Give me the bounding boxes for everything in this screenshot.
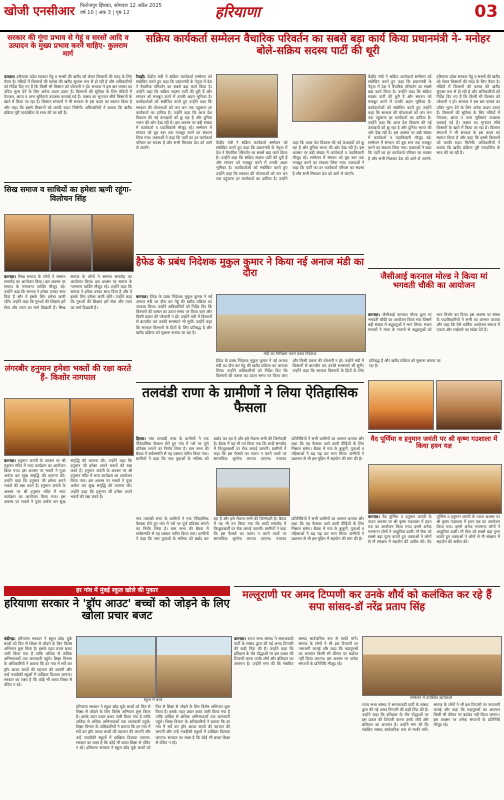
portrait-photo (92, 214, 134, 272)
byline: करनाल। (368, 312, 380, 317)
article-text-continued: वैद पूर्णिमा व हनुमान जयंती के पावन अवसर पर श्री कृष्ण गउशाला में हवन यज्ञ का आयोजन किया गया। इसमें अनेक गणमान्य लोगों ने आहुतियां डालीं। गौ सेवा को सबसे बड़ा पुण्य बताते हुए वक्ताओं ने लोगों से गौ संरक्षण में सहयोग की अपील की। (427, 514, 500, 545)
article-text-continued: केंद्रीय मंत्री ने सक्रिय कार्यकर्ता सम्मेलन को संबोधित करते हुए कहा कि प्रधानमंत्री के नेतृत्व में देश ने वैचारिक परिवर्तन का सबसे बड़ा कार्य किया है। उन्होंने कहा कि सक्रिय सदस्य पार्टी की धुरी हैं और संगठन को मजबूत करने में उनकी अहम भूमिका है। कार्यकर्ताओं को संबोधित करते हुए उन्होंने कहा कि सरकार की योजनाओं को जन जन तक पहुंचाना हर कार्यकर्ता का दायित्व है। उन्होंने कहा कि आज देश विकास की नई ऊंचाइयों को छू रहा है और दुनिया भारत की ओर देख रही है। इस अवसर पर बड़ी संख्या में कार्यकर्ता व पदाधिकारी मौजूद रहे। सम्मेलन में संगठन को बूथ स्तर तक मजबूत करने का संकल्प लिया गया। वक्ताओं ने कहा कि पार्टी का हर कार्यकर्ता परिवार का सदस्य है और सभी मिलकर देश को आगे ले जाएंगे। (216, 140, 364, 181)
group-photo (362, 636, 502, 696)
speaker-photo (216, 74, 278, 138)
headline: हैफेड के प्रबंध निदेशक मुकुल कुमार ने किया नई अनाज मंडी का दौरा (136, 257, 364, 279)
headline: लंगरबीर हनुमान हमेशा भक्तों की रक्षा करते हैं- किशोर नागपाल (4, 363, 132, 382)
leader-photo (292, 74, 366, 122)
divider (4, 182, 132, 183)
article-bottom-right-body-continued (362, 702, 500, 796)
article-text: केंद्रीय मंत्री ने सक्रिय कार्यकर्ता सम्मेलन को संबोधित करते हुए कहा कि प्रधानमंत्री के नेतृत्व में देश ने वैचारिक परिवर्तन का सबसे बड़ा कार्य किया है। उन्होंने कहा कि सक्रिय सदस्य पार्टी की धुरी हैं और संगठन को मजबूत करने में उनकी अहम भूमिका है। कार्यकर्ताओं को संबोधित करते हुए उन्होंने कहा कि सरकार की योजनाओं को जन जन तक पहुंचाना हर कार्यकर्ता का दायित्व है। उन्होंने कहा कि आज देश विकास की नई ऊंचाइयों को छू रहा है और दुनिया भारत की ओर देख रही है। इस अवसर पर बड़ी संख्या में कार्यकर्ता व पदाधिकारी मौजूद रहे। सम्मेलन में संगठन को बूथ स्तर तक मजबूत करने का संकल्प लिया गया। वक्ताओं ने कहा कि पार्टी का हर कार्यकर्ता परिवार का सदस्य है और सभी मिलकर देश को आगे ले जाएंगे। (136, 74, 212, 151)
article-text-continued: हरियाणा सरकार ने स्कूल छोड़ चुके बच्चों को फिर से शिक्षा से जोड़ने के लिए विशेष अभियान शुरू किया है। इसके तहत प्रचार बजट जारी किया गया है ताकि अधिक से अधिक अभिभावकों तक जानकारी पहुंचे। शिक्षा विभाग के अधिकारियों ने बताया कि हर गांव में सर्वे कर ड्रॉप आउट बच्चों की पहचान की जाएगी और उन्हें नजदीकी स्कूलों में दाखिला दिलाया जाएगा। सरकार का लक्ष्य है कि कोई भी बच्चा शिक्षा से वंचित न रहे। (76, 704, 151, 750)
headline: मल्लूराणी पर अमद टिप्पणी कर उनके शौर्य को कलंकित कर रहे हैं सपा सांसद-डॉ नरेंद्र प्रताप सिंह (242, 589, 492, 613)
article-left-third-headline-box (4, 364, 132, 396)
article-right-lead-headline-box (368, 272, 500, 310)
article-text: सिख समाज के लोगों ने सम्मान समारोह का आयोजन किया। इस अवसर पर समाज के गणमान्य व्यक्ति मौजूद रहे। उन्होंने कहा कि समाज ने हमेशा उनका साथ दिया है और वे इसके लिए हमेशा ऋणी रहेंगे। उन्होंने कहा कि गुरुओं की शिक्षाएं हमें सेवा और त्याग का मार्ग दिखाती हैं। (4, 274, 66, 310)
divider (368, 432, 500, 433)
byline: रेवाड़ी। (136, 74, 146, 79)
byline: करनाल। (234, 636, 246, 641)
byline: करनाल। (368, 514, 380, 519)
article-right-second-body (368, 514, 500, 582)
article-top-right-body-b (216, 140, 364, 250)
headline: वैद पूर्णिमा व हनुमान जयंती पर श्री कृष्ण गउशाला में किया हवन यज्ञ (370, 435, 498, 451)
article-top-left-body (4, 74, 132, 178)
school-photo (156, 636, 232, 698)
havan-photo (368, 464, 502, 514)
divider (4, 360, 132, 361)
divider (136, 254, 364, 255)
byline: हिसार। (136, 436, 146, 441)
article-text: हनुमान जयंती के अवसर पर श्री हनुमान मंदिर में भव्य कार्यक्रम का आयोजन किया गया। इस अवसर पर भक्तों ने पूजा अर्चना कर सुख समृद्धि की कामना की। उन्होंने कहा कि हनुमान जी हमेशा अपने भक्तों की रक्षा करते हैं। (4, 458, 66, 489)
dateline-text: फिरोजपुर झिरका, सोमवार 12 अप्रैल 2025 (80, 3, 162, 9)
page-header (0, 0, 504, 32)
masthead: खोजी एनसीआर (4, 4, 75, 18)
article-center-big-headline-box (136, 386, 364, 434)
headline: सिख समाज व साधियों का हमेशा ऋणी रहूंगा-विलोचन सिंह (4, 185, 132, 203)
article-bottom-right-body (234, 636, 358, 796)
article-text: हैफेड के प्रबंध निदेशक मुकुल कुमार ने नई अनाज मंडी का दौरा कर गेहूं की खरीद प्रक्रिया का जायजा लिया। उन्होंने अधिकारियों को निर्देश दिए कि किसानों की फसल का उठान समय पर किया जाए और किसी प्रकार की परेशानी न हो। उन्होंने मंडी में किसानों से बातचीत कर उनकी समस्याएं भी सुनीं। उन्होंने कहा कि सरकार किसानों के हितों के लिए प्रतिबद्ध है और खरीद प्रक्रिया को सुचारू बनाया जा रहा है। (136, 294, 212, 335)
byline: पलवल। (4, 74, 16, 79)
article-text-continued: गांव तलवंडी राणा के ग्रामीणों ने एक ऐतिहासिक फैसला लेते हुए गांव में नशे पर पूर्ण प्रतिबंध लगाने का निर्णय लिया है। ग्राम सभा की बैठक में सर्वसम्मति से यह प्रस्ताव पारित किया गया। ग्रामीणों ने कहा कि नशा युवाओं के भविष्य को बर्बाद कर रहा है और इसे रोकना सभी की जिम्मेदारी है। बैठक में यह भी तय किया गया कि शादी समारोह में फिजूलखर्ची पर रोक लगाई जाएगी। ग्रामीणों ने कहा कि इस फैसले का पालन न करने वालों पर सामाजिक जुर्माना लगाया जाएगा। पंचायत प्रतिनिधियों ने सभी ग्रामीणों का आभार जताया और कहा कि यह फैसला आने वाली पीढ़ियों के लिए मिसाल बनेगा। बैठक में गांव के बुजुर्गों, युवाओं व महिलाओं ने बढ़ चढ़ कर भाग लिया। ग्रामीणों ने प्रशासन से भी इस मुहिम में सहयोग की मांग की है। (136, 516, 364, 542)
article-top-right-headline-box (136, 34, 500, 72)
byline: करनाल। (136, 294, 148, 299)
dateline (80, 3, 220, 17)
article-right-second-headline-box (368, 436, 500, 462)
section-title: हरियाणा (215, 3, 261, 21)
article-center-big-body-continued (136, 516, 364, 582)
portrait-photo (4, 214, 50, 272)
byline: चंडीगढ़। (4, 636, 16, 641)
headline: सक्रिय कार्यकर्ता सम्मेलन वैचारिक परिवर्तन का सबसे बड़ा कार्य किया प्रधानमंत्री ने- मनोहर बोले-सक्रिय सदस्य पार्टी की थूरी (145, 33, 491, 57)
page-number: 03 (474, 2, 498, 22)
school-photo (76, 636, 156, 698)
photo-caption: मंडी का निरीक्षण करते प्रबंध निदेशक (263, 351, 317, 356)
byline: करनाल। (4, 458, 16, 463)
article-text: गांव तलवंडी राणा के ग्रामीणों ने एक ऐतिहासिक फैसला लेते हुए गांव में नशे पर पूर्ण प्रतिबंध लगाने का निर्णय लिया है। ग्राम सभा की बैठक में सर्वसम्मति से यह प्रस्ताव पारित किया गया। ग्रामीणों ने कहा कि नशा युवाओं के भविष्य को बर्बाद कर रहा है और इसे रोकना सभी की जिम्मेदारी है। बैठक में यह भी तय किया गया कि शादी समारोह में फिजूलखर्ची पर रोक लगाई जाएगी। ग्रामीणों ने कहा कि इस फैसले का पालन न करने वालों पर सामाजिक जुर्माना लगाया जाएगा। पंचायत प्रतिनिधियों ने सभी ग्रामीणों का आभार जताया और कहा कि यह फैसला आने वाली पीढ़ियों के लिए मिसाल बनेगा। बैठक में गांव के बुजुर्गों, युवाओं व महिलाओं ने बढ़ चढ़ कर भाग लिया। ग्रामीणों ने प्रशासन से भी इस मुहिम में सहयोग की मांग की है। (136, 436, 364, 462)
banner-strip: हर गांव में मुंबई स्कूल खोले की पुकार (4, 586, 230, 596)
chowki-photo (368, 380, 434, 430)
article-top-left-headline-box (4, 34, 132, 72)
article-left-second-headline-box (4, 186, 132, 212)
article-top-right-body-a (136, 74, 212, 164)
divider (234, 586, 500, 587)
article-left-third-body (4, 458, 132, 578)
article-right-lead-body (368, 312, 500, 378)
article-middle-lead-headline-box (136, 258, 364, 292)
headline: सरकार की गूंगा प्रभाव से गेहूं व सरसों आदि व उत्पादन के मुख्य प्रभाव करने चाहिए- कुलराम मार्ग (7, 33, 129, 59)
byline: करनाल। (4, 274, 16, 279)
photo-caption: सम्मेलन में उपस्थित कार्यकर्ता (409, 695, 453, 700)
portrait-photo (50, 214, 92, 272)
article-text: जैसीआई करनाल मोल्ड द्वारा मां भगवती चौकी का आयोजन किया गया जिसमें बड़ी संख्या में श्रद्धालुओं ने भाग लिया। भजन गायकों ने माता के भजनों से श्रद्धालुओं को भाव विभोर कर दिया। इस अवसर पर संस्था के पदाधिकारियों ने सभी का आभार जताया और कहा कि ऐसे धार्मिक आयोजन समाज में एकता और भाईचारे का संदेश देते हैं। (368, 312, 500, 333)
article-middle-lead-body (136, 294, 212, 378)
temple-photo (4, 398, 70, 456)
article-bottom-left-headline-box (4, 598, 230, 632)
article-text: वैद पूर्णिमा व हनुमान जयंती के पावन अवसर पर श्री कृष्ण गउशाला में हवन यज्ञ का आयोजन किया गया। इसमें अनेक गणमान्य लोगों ने आहुतियां डालीं। गौ सेवा को सबसे बड़ा पुण्य बताते हुए वक्ताओं ने लोगों से गौ संरक्षण में सहयोग की अपील की। (368, 514, 432, 545)
article-text: हरियाणा सरकार ने स्कूल छोड़ चुके बच्चों को फिर से शिक्षा से जोड़ने के लिए विशेष अभियान शुरू किया है। इसके तहत प्रचार बजट जारी किया गया है ताकि अधिक से अधिक अभिभावकों तक जानकारी पहुंचे। शिक्षा विभाग के अधिकारियों ने बताया कि हर गांव में सर्वे कर ड्रॉप आउट बच्चों की पहचान की जाएगी और उन्हें नजदीकी स्कूलों में दाखिला दिलाया जाएगा। सरकार का लक्ष्य है कि कोई भी बच्चा शिक्षा से वंचित न रहे। (4, 636, 72, 687)
photo-caption: स्कूल में बच्चे (143, 697, 163, 702)
article-text-continued: हरियाणा प्रदेश सरकार गेहूं व सरसों की खरीद को लेकर किसानों की मदद के लिए तैयार है। मंडियों में किसानों की फसल की खरीद सुचारू रूप से हो रही है और अधिकारियों को निर्देश दिए गए हैं कि किसी भी किसान को परेशानी न हो। सरकार ने इस बार फसल का उचित मूल्य देने के लिए अनेक कदम उठाए हैं। किसानों की सुविधा के लिए मंडियों में पेयजल, छाया व अन्य सुविधाएं उपलब्ध करवाई गई हैं। फसल का भुगतान सीधे किसानों के खाते में किया जा रहा है। किसान संगठनों ने भी सरकार के इस कदम का स्वागत किया है और कहा कि इससे किसानों को काफी राहत मिलेगी। अधिकारियों ने बताया कि खरीद प्रक्रिया पूरी पारदर्शिता के साथ की जा रही है। (436, 74, 500, 156)
article-text: राज्य सभा सांसद ने समाजवादी पार्टी के सांसद द्वारा की गई अमद टिप्पणी की कड़ी निंदा की है। उन्होंने कहा कि इतिहास के वीर योद्धाओं पर इस प्रकार की टिप्पणी करना उनके शौर्य और बलिदान का अपमान है। उन्होंने मांग की कि संबंधित सांसद सार्वजनिक रूप से माफी मांगें। समाज के लोगों ने भी इस टिप्पणी पर नाराजगी जताई और कहा कि महापुरुषों का अपमान किसी भी कीमत पर बर्दाश्त नहीं किया जाएगा। इस अवसर पर अनेक संगठनों के प्रतिनिधि मौजूद रहे। (234, 636, 358, 667)
article-text-continued: हनुमान जयंती के अवसर पर श्री हनुमान मंदिर में भव्य कार्यक्रम का आयोजन किया गया। इस अवसर पर भक्तों ने पूजा अर्चना कर सुख समृद्धि की कामना की। उन्होंने कहा कि हनुमान जी हमेशा अपने भक्तों की रक्षा करते हैं। (70, 468, 132, 499)
chowki-photo (436, 380, 502, 430)
divider (136, 382, 364, 383)
article-top-right-body-c (368, 74, 500, 264)
mandi-inspection-photo (216, 294, 366, 352)
divider (368, 268, 500, 269)
article-middle-lead-body-continued (216, 358, 441, 380)
article-text-continued: हरियाणा सरकार ने स्कूल छोड़ चुके बच्चों को फिर से शिक्षा से जोड़ने के लिए विशेष अभियान शुरू किया है। इसके तहत प्रचार बजट जारी किया गया है ताकि अधिक से अधिक अभिभावकों तक जानकारी पहुंचे। शिक्षा विभाग के अधिकारियों ने बताया कि हर गांव में सर्वे कर ड्रॉप आउट बच्चों की पहचान की जाएगी और उन्हें नजदीकी स्कूलों में दाखिला दिलाया जाएगा। सरकार का लक्ष्य है कि कोई भी बच्चा शिक्षा से वंचित न रहे। (86, 704, 230, 750)
headline: तलवंडी राणा के ग्रामीणों ने लिया ऐतिहासिक फैसला (142, 385, 358, 417)
article-text-continued: हनुमान जयंती के अवसर पर श्री हनुमान मंदिर में भव्य कार्यक्रम का आयोजन किया गया। इस अवसर पर भक्तों ने पूजा अर्चना कर सुख समृद्धि की कामना की। उन्होंने कहा कि हनुमान जी हमेशा अपने भक्तों की रक्षा करते हैं। (4, 458, 132, 504)
headline: जैसीआई करनाल मोल्ड ने किया मां भगवती चौकी का आयोजन (380, 271, 488, 291)
article-text: हरियाणा प्रदेश सरकार गेहूं व सरसों की खरीद को लेकर किसानों की मदद के लिए तैयार है। मंडियों में किसानों की फसल की खरीद सुचारू रूप से हो रही है और अधिकारियों को निर्देश दिए गए हैं कि किसी भी किसान को परेशानी न हो। सरकार ने इस बार फसल का उचित मूल्य देने के लिए अनेक कदम उठाए हैं। किसानों की सुविधा के लिए मंडियों में पेयजल, छाया व अन्य सुविधाएं उपलब्ध करवाई गई हैं। फसल का भुगतान सीधे किसानों के खाते में किया जा रहा है। किसान संगठनों ने भी सरकार के इस कदम का स्वागत किया है और कहा कि इससे किसानों को काफी राहत मिलेगी। अधिकारियों ने बताया कि खरीद प्रक्रिया पूरी पारदर्शिता के साथ की जा रही है। (4, 74, 132, 115)
article-bottom-left-body (4, 636, 72, 796)
headline: हरियाणा सरकार ने 'ड्रॉप आउट' बच्चों को जोड़ने के लिए खोला प्रचार बजट (4, 597, 230, 623)
village-meeting-photo (216, 468, 290, 516)
article-text-continued: हैफेड के प्रबंध निदेशक मुकुल कुमार ने नई अनाज मंडी का दौरा कर गेहूं की खरीद प्रक्रिया का जायजा लिया। उन्होंने अधिकारियों को निर्देश दिए कि किसानों की फसल का उठान समय पर किया जाए और किसी प्रकार की परेशानी न हो। उन्होंने मंडी में किसानों से बातचीत कर उनकी समस्याएं भी सुनीं। उन्होंने कहा कि सरकार किसानों के हितों के लिए प्रतिबद्ध है और खरीद प्रक्रिया को सुचारू बनाया जा रहा है। (216, 358, 441, 379)
article-bottom-right-headline-box (234, 590, 500, 632)
article-text-continued: राज्य सभा सांसद ने समाजवादी पार्टी के सांसद द्वारा की गई अमद टिप्पणी की कड़ी निंदा की है। उन्होंने कहा कि इतिहास के वीर योद्धाओं पर इस प्रकार की टिप्पणी करना उनके शौर्य और बलिदान का अपमान है। उन्होंने मांग की कि संबंधित सांसद सार्वजनिक रूप से माफी मांगें। समाज के लोगों ने भी इस टिप्पणी पर नाराजगी जताई और कहा कि महापुरुषों का अपमान किसी भी कीमत पर बर्दाश्त नहीं किया जाएगा। इस अवसर पर अनेक संगठनों के प्रतिनिधि मौजूद रहे। (362, 702, 500, 733)
article-text-continued: केंद्रीय मंत्री ने सक्रिय कार्यकर्ता सम्मेलन को संबोधित करते हुए कहा कि प्रधानमंत्री के नेतृत्व में देश ने वैचारिक परिवर्तन का सबसे बड़ा कार्य किया है। उन्होंने कहा कि सक्रिय सदस्य पार्टी की धुरी हैं और संगठन को मजबूत करने में उनकी अहम भूमिका है। कार्यकर्ताओं को संबोधित करते हुए उन्होंने कहा कि सरकार की योजनाओं को जन जन तक पहुंचाना हर कार्यकर्ता का दायित्व है। उन्होंने कहा कि आज देश विकास की नई ऊंचाइयों को छू रहा है और दुनिया भारत की ओर देख रही है। इस अवसर पर बड़ी संख्या में कार्यकर्ता व पदाधिकारी मौजूद रहे। सम्मेलन में संगठन को बूथ स्तर तक मजबूत करने का संकल्प लिया गया। वक्ताओं ने कहा कि पार्टी का हर कार्यकर्ता परिवार का सदस्य है और सभी मिलकर देश को आगे ले जाएंगे। (368, 74, 432, 161)
idol-photo (70, 398, 134, 456)
dateline-subtext: वर्ष 10 | अंक 3 | पृष्ठ 12 (80, 10, 130, 16)
article-bottom-left-body-continued (76, 704, 230, 796)
article-left-second-body (4, 274, 132, 356)
article-text-continued: सिख समाज के लोगों ने सम्मान समारोह का आयोजन किया। इस अवसर पर समाज के गणमान्य व्यक्ति मौजूद रहे। उन्होंने कहा कि समाज ने हमेशा उनका साथ दिया है और वे इसके लिए हमेशा ऋणी रहेंगे। उन्होंने कहा कि गुरुओं की शिक्षाएं हमें सेवा और त्याग का मार्ग दिखाती हैं। (58, 274, 132, 310)
